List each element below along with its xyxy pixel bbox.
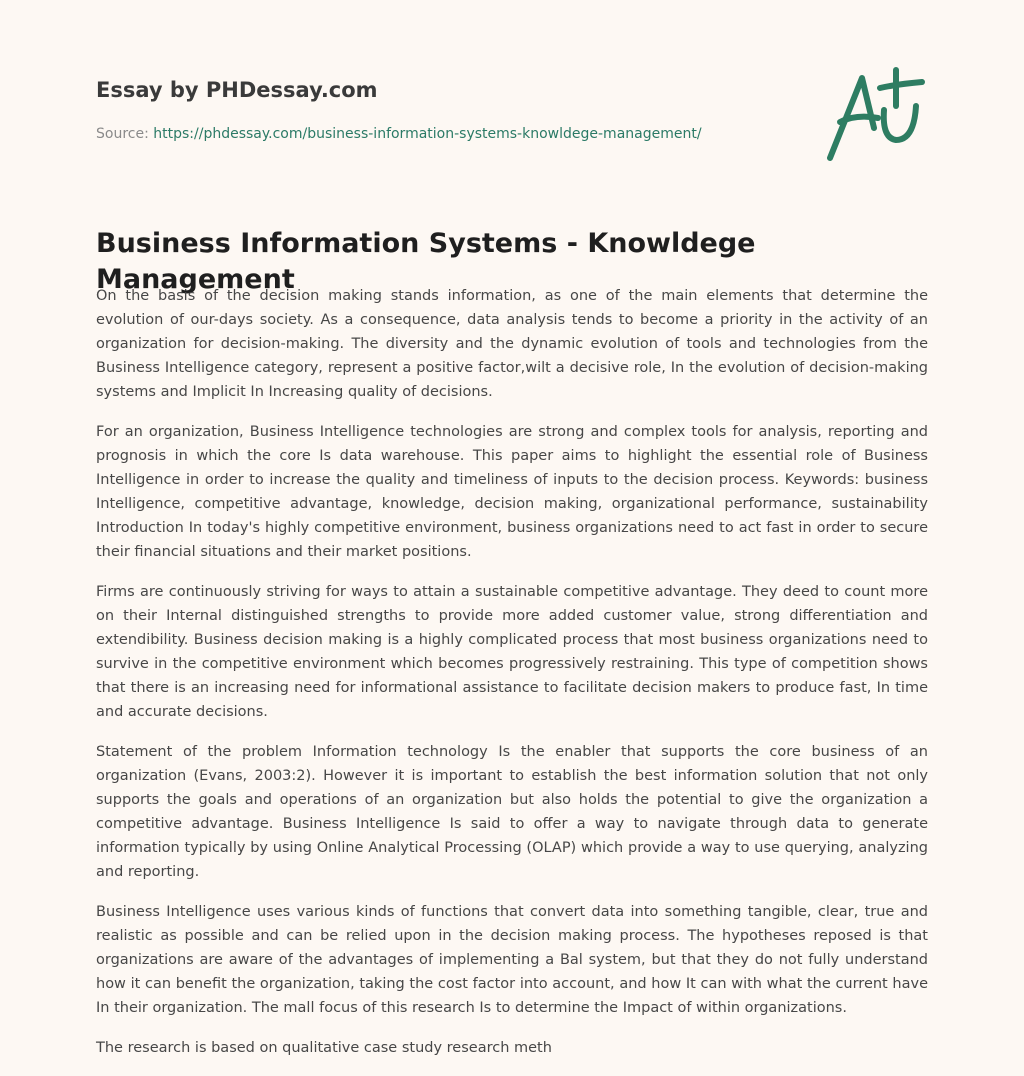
essay-paragraph: For an organization, Business Intelligence technologies are strong and complex tools for analysis, reporting and prognosis in which the core Is data warehouse. This paper aims to highlight the essential role of Business Intelligence in order to increase the quality and timeliness of inputs to the decision process. Keywords: business Intelligence, competitive advantage, knowledge, decision making, organizational performance, sustainability Introduction In today's highly competitive environment, business organizations need to act fast in order to secure their financial situations and their market positions.: [96, 424, 928, 560]
source-link[interactable]: https://phdessay.com/business-information-systems-knowldege-management/: [153, 126, 702, 142]
essay-body: [96, 284, 928, 1076]
source-line: [96, 124, 796, 144]
essay-paragraph: The research is based on qualitative case study research meth: [96, 1040, 552, 1056]
source-label: Source:: [96, 126, 154, 142]
essay-paragraph: On the basis of the decision making stands information, as one of the main elements that determine the evolution of our-days society. As a consequence, data analysis tends to become a priority in the activity of an organization for decision-making. The diversity and the dynamic evolution of tools and technologies from the Business Intelligence category, represent a positive factor,wilt a decisive role, In the evolution of decision-making systems and Implicit In Increasing quality of decisions.: [96, 288, 928, 400]
essay-title: Business Information Systems - Knowldege Management: [96, 228, 756, 295]
site-brand: Essay by PHDessay.com: [96, 78, 378, 102]
a-plus-grade-icon: [822, 66, 930, 166]
essay-paragraph: Business Intelligence uses various kinds of functions that convert data into something tangible, clear, true and realistic as possible and can be relied upon in the decision making process. The hypotheses reposed is that organizations are aware of the advantages of implementing a Bal system, but that they do not fully understand how it can benefit the organization, taking the cost factor into account, and how It can with what the current have In their organization. The mall focus of this research Is to determine the Impact of within organizations.: [96, 904, 928, 1016]
essay-paragraph: Firms are continuously striving for ways to attain a sustainable competitive advantage. They deed to count more on their Internal distinguished strengths to provide more added customer value, strong differentiation and extendibility. Business decision making is a highly complicated process that most business organizations need to survive in the competitive environment which becomes progressively restraining. This type of competition shows that there is an increasing need for informational assistance to facilitate decision makers to produce fast, In time and accurate decisions.: [96, 584, 928, 720]
essay-paragraph: Statement of the problem Information technology Is the enabler that supports the core business of an organization (Evans, 2003:2). However it is important to establish the best information solution that not only supports the goals and operations of an organization but also holds the potential to give the organization a competitive advantage. Business Intelligence Is said to offer a way to navigate through data to generate information typically by using Online Analytical Processing (OLAP) which provide a way to use querying, analyzing and reporting.: [96, 744, 928, 880]
page-header: [96, 76, 796, 144]
